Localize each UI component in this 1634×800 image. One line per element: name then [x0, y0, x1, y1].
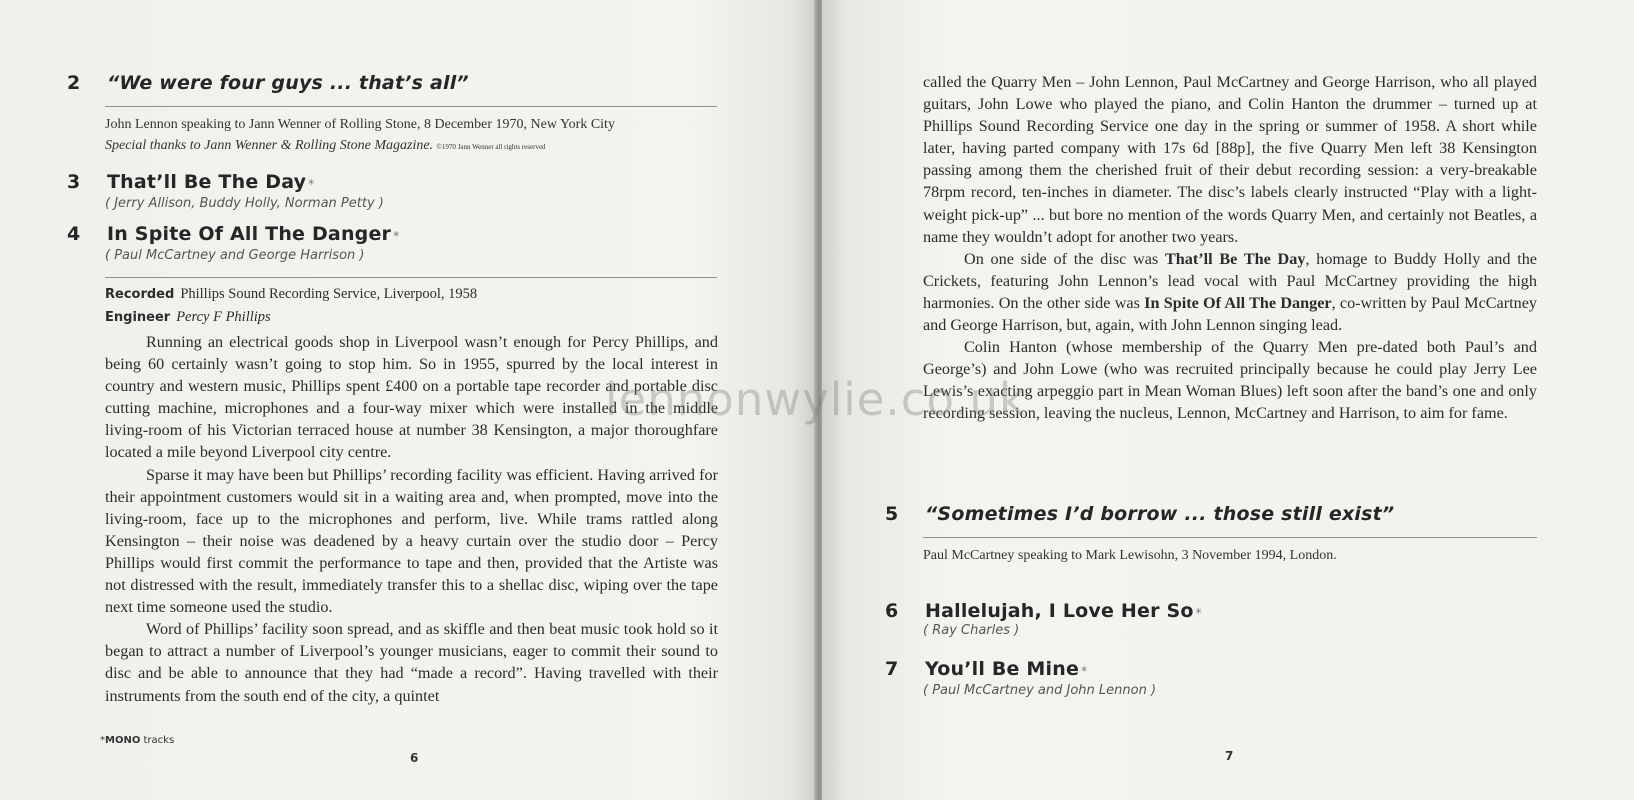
mono-star: * [1195, 606, 1202, 620]
track-title: “Sometimes I’d borrow ... those still exist” [925, 503, 1395, 525]
footnote-mono: MONO [105, 735, 141, 746]
text-run: , co-written by Paul McCartney and George Harrison, but, again, with John Lennon singing lead. [923, 293, 1537, 335]
text-run: On one side of the disc was [964, 249, 1159, 268]
track-4-heading [67, 223, 399, 245]
engineer-value: Percy F Phillips [176, 309, 271, 325]
right-body-text [923, 71, 1537, 425]
track-number: 4 [67, 223, 81, 245]
track-5-credit: Paul McCartney speaking to Mark Lewisohn, 3 November 1994, London. [923, 548, 1337, 563]
track-title: “We were four guys ... that’s all” [107, 72, 469, 94]
track-6-heading [885, 600, 1202, 622]
paragraph: Running an electrical goods shop in Liverpool wasn’t enough for Percy Phillips, and being 60 certainly wasn’t going to stop him. So in 1955, spurred by the local interest in country and western music, Phillips spent £400 on a portable tape recorder and portable disc cutting machine, microphones and a four-way mixer which were installed in the middle living-room of his Victorian terraced house at number 38 Kensington, a major thoroughfare located a mile beyond Liverpool city centre. [105, 333, 718, 462]
recorded-value: Phillips Sound Recording Service, Liverpool, 1958 [180, 286, 478, 302]
track-title: Hallelujah, I Love Her So [925, 600, 1194, 622]
copyright-notice: ©1970 Jann Wenner all rights reserved [436, 143, 546, 151]
thanks-line: Special thanks to Jann Wenner & Rolling Stone Magazine. [105, 138, 434, 153]
divider [105, 277, 717, 278]
divider [105, 106, 717, 107]
mono-star: * [393, 229, 400, 243]
track-7-heading [885, 658, 1087, 680]
engineer-label: Engineer [105, 310, 171, 325]
divider [923, 537, 1537, 538]
track-title: You’ll Be Mine [925, 658, 1080, 680]
footnote-text: tracks [143, 735, 175, 746]
credit-line: John Lennon speaking to Jann Wenner of Rolling Stone, 8 December 1970, New York City [105, 117, 615, 132]
paragraph: Word of Phillips’ facility soon spread, and as skiffle and then beat music took hold so it began to attract a number of Liverpool’s younger musicians, eager to commit their sound to disc and be able to announce that they had “made a record”. Having travelled with their instruments from the south end of the city, a quintet [105, 620, 718, 705]
page-number: 7 [1225, 749, 1234, 763]
track-number: 6 [885, 600, 899, 622]
watermark: lennonwylie.co.uk [605, 373, 1027, 426]
text-run: , homage to Buddy Holly and the Crickets, featuring John Lennon’s lead vocal with Paul McCartney providing the high harmonies. On the other side was [923, 249, 1537, 312]
track-number: 2 [67, 72, 81, 94]
song-ref: In Spite Of All The Danger [1144, 293, 1332, 312]
recorded-line [105, 286, 477, 303]
page-number: 6 [410, 751, 419, 765]
track-number: 5 [885, 503, 899, 525]
mono-star: * [1081, 664, 1088, 678]
track-3-heading [67, 171, 314, 193]
track-title: That’ll Be The Day [107, 171, 307, 193]
track-number: 7 [885, 658, 899, 680]
track-number: 3 [67, 171, 81, 193]
paragraph: called the Quarry Men – John Lennon, Paul McCartney and George Harrison, who all played guitars, John Lowe who played the piano, and Colin Hanton the drummer – turned up at Phillips Sound Recording Service one day in the spring or summer of 1958. A short while later, having parted company with 17s 6d [88p], the five Quarry Men left 38 Kensington passing among them the cherished fruit of their debut recording session: a very-breakable 78rpm record, ten-inches in diameter. The disc’s labels clearly instructed “Play with a light-weight pick-up” ... but bore no mention of the words Quarry Men, and certainly not Beatles, a name they wouldn’t adopt for another two years. [923, 73, 1537, 246]
mono-footnote [100, 735, 174, 746]
song-ref: That’ll Be The Day [1164, 249, 1306, 268]
track-6-writers: ( Ray Charles ) [923, 623, 1020, 638]
track-7-writers: ( Paul McCartney and John Lennon ) [923, 683, 1157, 698]
paragraph: Colin Hanton (whose membership of the Quarry Men pre-dated both Paul’s and George’s) and John Lowe (who was recruited principally because he could play Jerry Lee Lewis’s exacting arpeggio part in Mean Woman Blues) left soon after the band’s one and only recording session, leaving the nucleus, Lennon, McCartney and Harrison, to aim for fame. [923, 338, 1537, 423]
recorded-label: Recorded [105, 287, 175, 302]
engineer-line [105, 309, 271, 326]
track-5-heading [885, 503, 1394, 525]
track-2-heading [67, 72, 469, 94]
track-3-writers: ( Jerry Allison, Buddy Holly, Norman Petty ) [105, 196, 384, 211]
footnote-star: * [100, 735, 105, 746]
track-title: In Spite Of All The Danger [107, 223, 392, 245]
track-2-credit [105, 114, 725, 158]
paragraph: Sparse it may have been but Phillips’ recording facility was efficient. Having arrived for their appointment customers would sit in a waiting area and, when prompted, move into the living-room, face up to the microphones and perform, live. While trams rattled along Kensington – their noise was deadened by a heavy curtain over the studio door – Percy Phillips would first commit the performance to tape and then, provided that the Artiste was not distressed with the result, immediately transfer this to a shellac disc, wiping over the tape next time someone used the studio. [105, 465, 718, 617]
track-4-writers: ( Paul McCartney and George Harrison ) [105, 248, 365, 263]
paragraph [923, 248, 1537, 336]
mono-star: * [308, 177, 315, 191]
